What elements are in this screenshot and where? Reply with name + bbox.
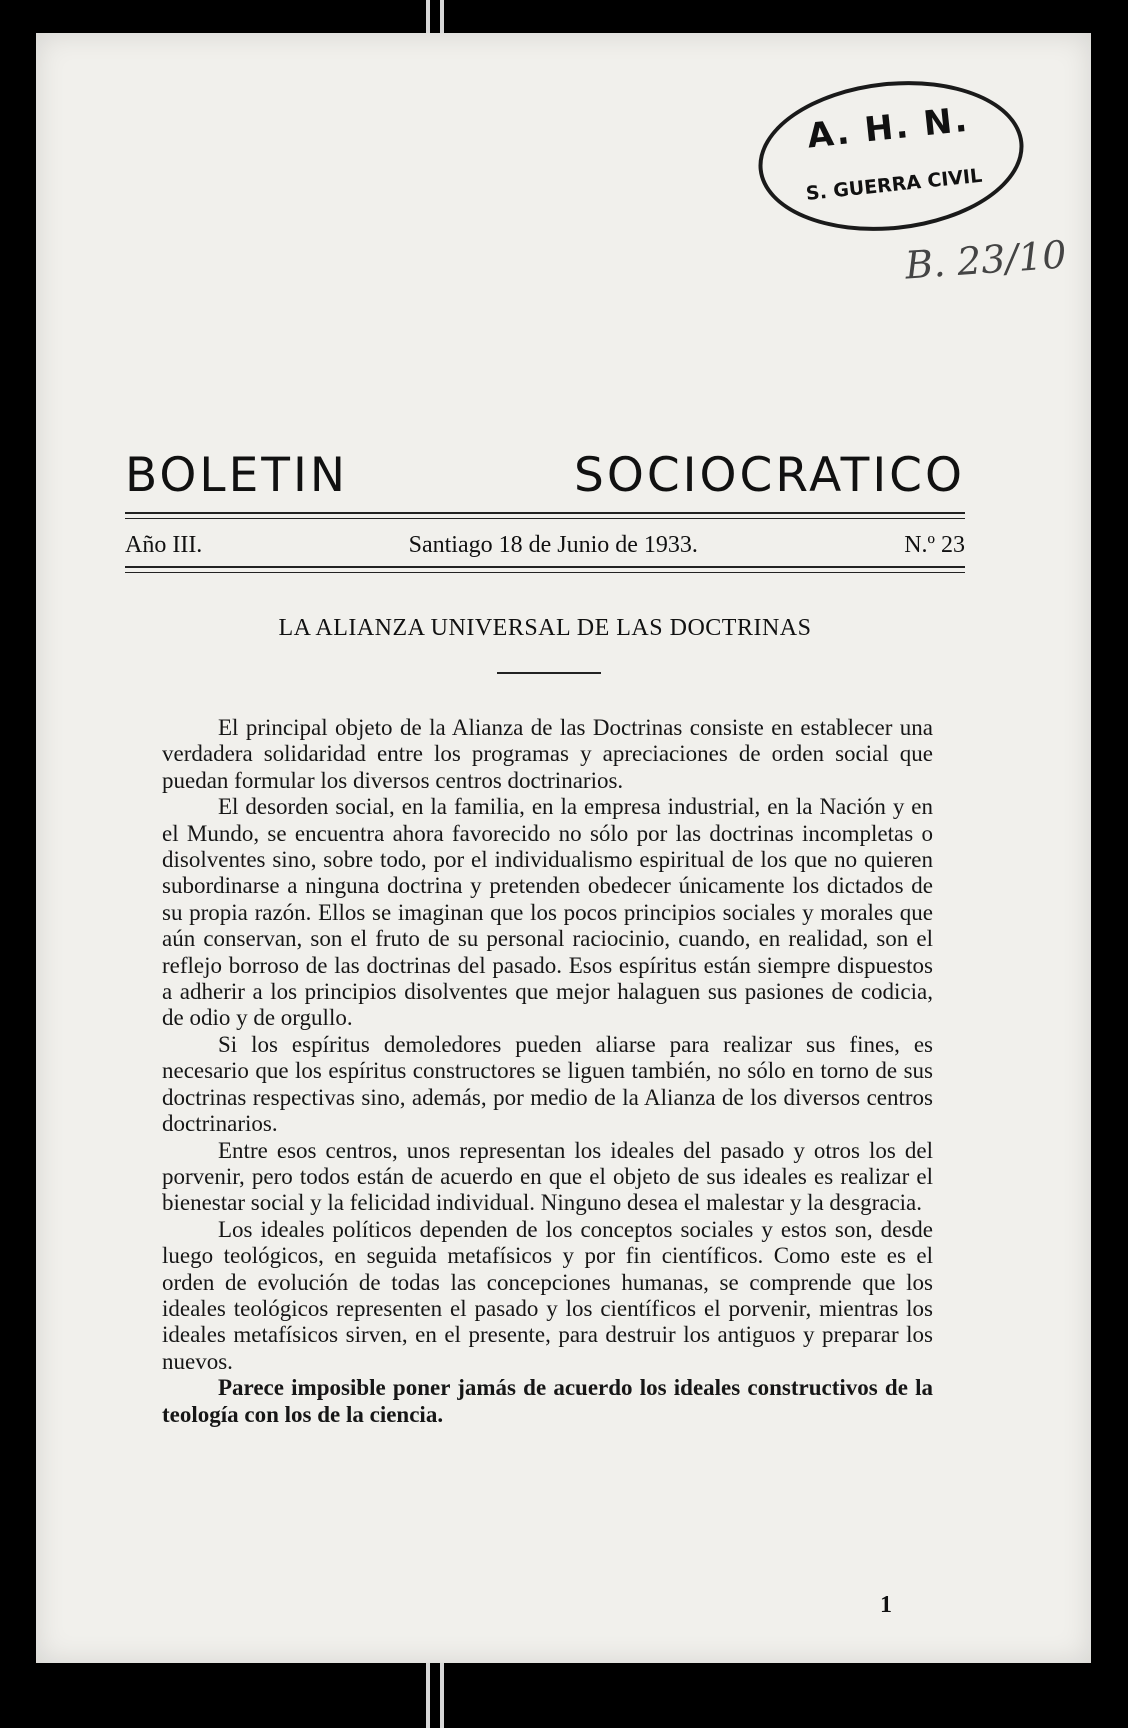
masthead-rule-top <box>125 512 965 514</box>
paragraph: El principal objeto de la Alianza de las Doctrinas consiste en establecer una verdadera solidaridad entre los programas y apreciaciones de orden social que puedan formular los diversos centros doctrinarios. <box>162 715 933 793</box>
meta-rule-bottom-thin <box>125 572 965 573</box>
masthead-rule-top-thin <box>125 518 965 519</box>
issue-year: Año III. <box>125 532 203 558</box>
page-number: 1 <box>880 1592 892 1618</box>
paragraph: Entre esos centros, unos representan los ideales del pasado y otros los del porvenir, pero todos están de acuerdo en que el objeto de sus ideales es realizar el bienestar social y la felicidad individual. Ninguno desea el malestar y la desgracia. <box>162 1137 933 1216</box>
paragraph: Los ideales políticos dependen de los conceptos sociales y estos son, desde luego teológicos, en seguida metafísicos y por fin científicos. Como este es el orden de evolución de todas las concepciones humanas, se comprende que los ideales teológicos representen el pasado y los científicos el porvenir, mientras los ideales metafísicos sirven, en el presente, para destruir los antiguos y preparar los nuevos. <box>162 1216 933 1374</box>
issue-place-date: Santiago 18 de Junio de 1933. <box>408 532 698 558</box>
meta-rule-bottom <box>125 566 965 568</box>
masthead-word-sociocratico: SOCIOCRATICO <box>574 448 965 503</box>
masthead-word-boletin: BOLETIN <box>125 448 349 503</box>
issue-meta <box>125 532 965 559</box>
issue-number: N.º 23 <box>904 532 965 558</box>
paragraph: Parece imposible poner jamás de acuerdo los ideales constructivos de la teología con los de la ciencia. <box>162 1375 933 1427</box>
paragraph: El desorden social, en la familia, en la empresa industrial, en la Nación y en el Mundo, se encuentra ahora favorecido no sólo por las doctrinas incompletas o disolventes sino, sobre todo, por el individualismo espiritual de los que no quieren subordinarse a ninguna doctrina y pretenden obedecer únicamente los dictados de su propia razón. Ellos se imaginan que los pocos principios sociales y morales que aún conservan, son el fruto de su personal raciocinio, cuando, en realidad, son el reflejo borroso de las doctrinas del pasado. Esos espíritus están siempre dispuestos a adherir a los principios disolventes que mejor halaguen sus pasiones de codicia, de odio y de orgullo. <box>162 794 933 1031</box>
title-divider <box>497 672 601 674</box>
stamp-top-text: A. H. N. <box>805 99 971 157</box>
masthead <box>125 448 965 503</box>
paragraph: Si los espíritus demoledores pueden aliarse para realizar sus fines, es necesario que los espíritus constructores se liguen también, no sólo en torno de sus doctrinas respectivas sino, además, por medio de la Alianza de los diversos centros doctrinarios. <box>162 1031 933 1137</box>
article-title: LA ALIANZA UNIVERSAL DE LAS DOCTRINAS <box>278 615 812 641</box>
stamp-bottom-text: S. GUERRA CIVIL <box>804 164 984 206</box>
article-body <box>162 715 933 1428</box>
handwritten-reference: B. 23/10 <box>903 232 1068 288</box>
